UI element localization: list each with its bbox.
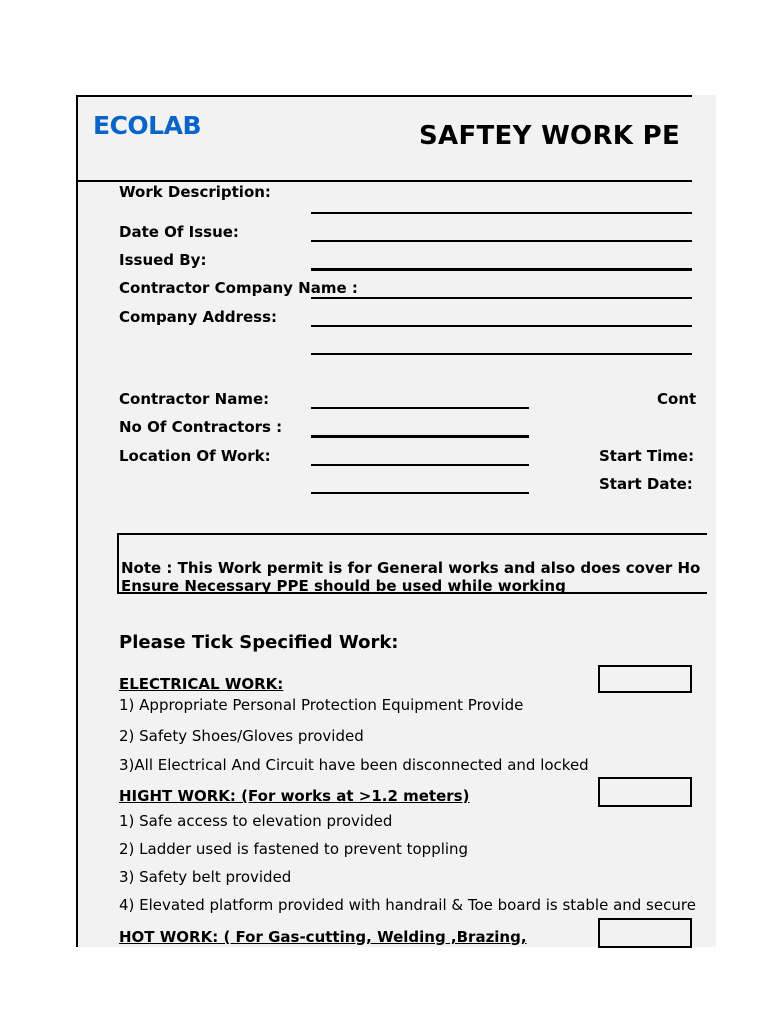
no-of-contractors-label: No Of Contractors : <box>119 418 283 436</box>
hot-work-checkbox[interactable] <box>598 918 692 948</box>
location-of-work-line-2[interactable] <box>311 492 529 494</box>
date-of-issue-label: Date Of Issue: <box>119 223 239 241</box>
date-of-issue-line[interactable] <box>311 240 692 242</box>
note-line-2: Ensure Necessary PPE should be used while working <box>121 577 566 595</box>
logo-text: ECOLAB <box>93 111 202 140</box>
ecolab-logo <box>93 112 213 138</box>
location-of-work-line-1[interactable] <box>311 464 529 466</box>
electrical-work-checkbox[interactable] <box>598 665 692 693</box>
issued-by-label: Issued By: <box>119 251 207 269</box>
location-of-work-label: Location Of Work: <box>119 447 271 465</box>
height-item: 1) Safe access to elevation provided <box>119 812 393 830</box>
work-description-line[interactable] <box>311 212 692 214</box>
note-box <box>117 533 707 594</box>
contractor-name-label: Contractor Name: <box>119 390 270 408</box>
contractor-name-line[interactable] <box>311 407 529 409</box>
height-item: 3) Safety belt provided <box>119 868 292 886</box>
issued-by-line[interactable] <box>311 268 692 271</box>
page-title: SAFTEY WORK PE <box>419 121 681 151</box>
start-time-label: Start Time: <box>599 447 695 465</box>
height-item: 2) Ladder used is fastened to prevent toppling <box>119 840 469 858</box>
hot-work-title: HOT WORK: ( For Gas-cutting, Welding ,Brazing, <box>119 928 527 946</box>
electrical-work-title: ELECTRICAL WORK: <box>119 675 284 693</box>
contractor-right-label: Cont <box>657 390 697 408</box>
company-address-line-1[interactable] <box>311 325 692 327</box>
tick-section-heading: Please Tick Specified Work: <box>119 632 399 653</box>
note-text <box>121 559 701 595</box>
height-work-checkbox[interactable] <box>598 777 692 807</box>
no-of-contractors-line[interactable] <box>311 435 529 438</box>
electrical-item: 3)All Electrical And Circuit have been disconnected and locked <box>119 756 589 774</box>
electrical-item: 2) Safety Shoes/Gloves provided <box>119 727 364 745</box>
electrical-item: 1) Appropriate Personal Protection Equipment Provide <box>119 696 524 714</box>
sheet-top-border <box>76 95 692 97</box>
contractor-company-name-label: Contractor Company Name : <box>119 279 358 297</box>
start-date-label: Start Date: <box>599 475 693 493</box>
company-address-line-2[interactable] <box>311 353 692 355</box>
height-work-title: HIGHT WORK: (For works at >1.2 meters) <box>119 787 470 805</box>
sheet-left-border <box>76 95 78 947</box>
work-description-label: Work Description: <box>119 183 271 201</box>
note-line-1: Note : This Work permit is for General works and also does cover Ho <box>121 559 701 577</box>
company-address-label: Company Address: <box>119 308 277 326</box>
permit-sheet <box>76 95 716 947</box>
contractor-company-name-line[interactable] <box>311 297 692 299</box>
header-divider <box>76 180 692 182</box>
height-item: 4) Elevated platform provided with handrail & Toe board is stable and secure <box>119 896 696 914</box>
